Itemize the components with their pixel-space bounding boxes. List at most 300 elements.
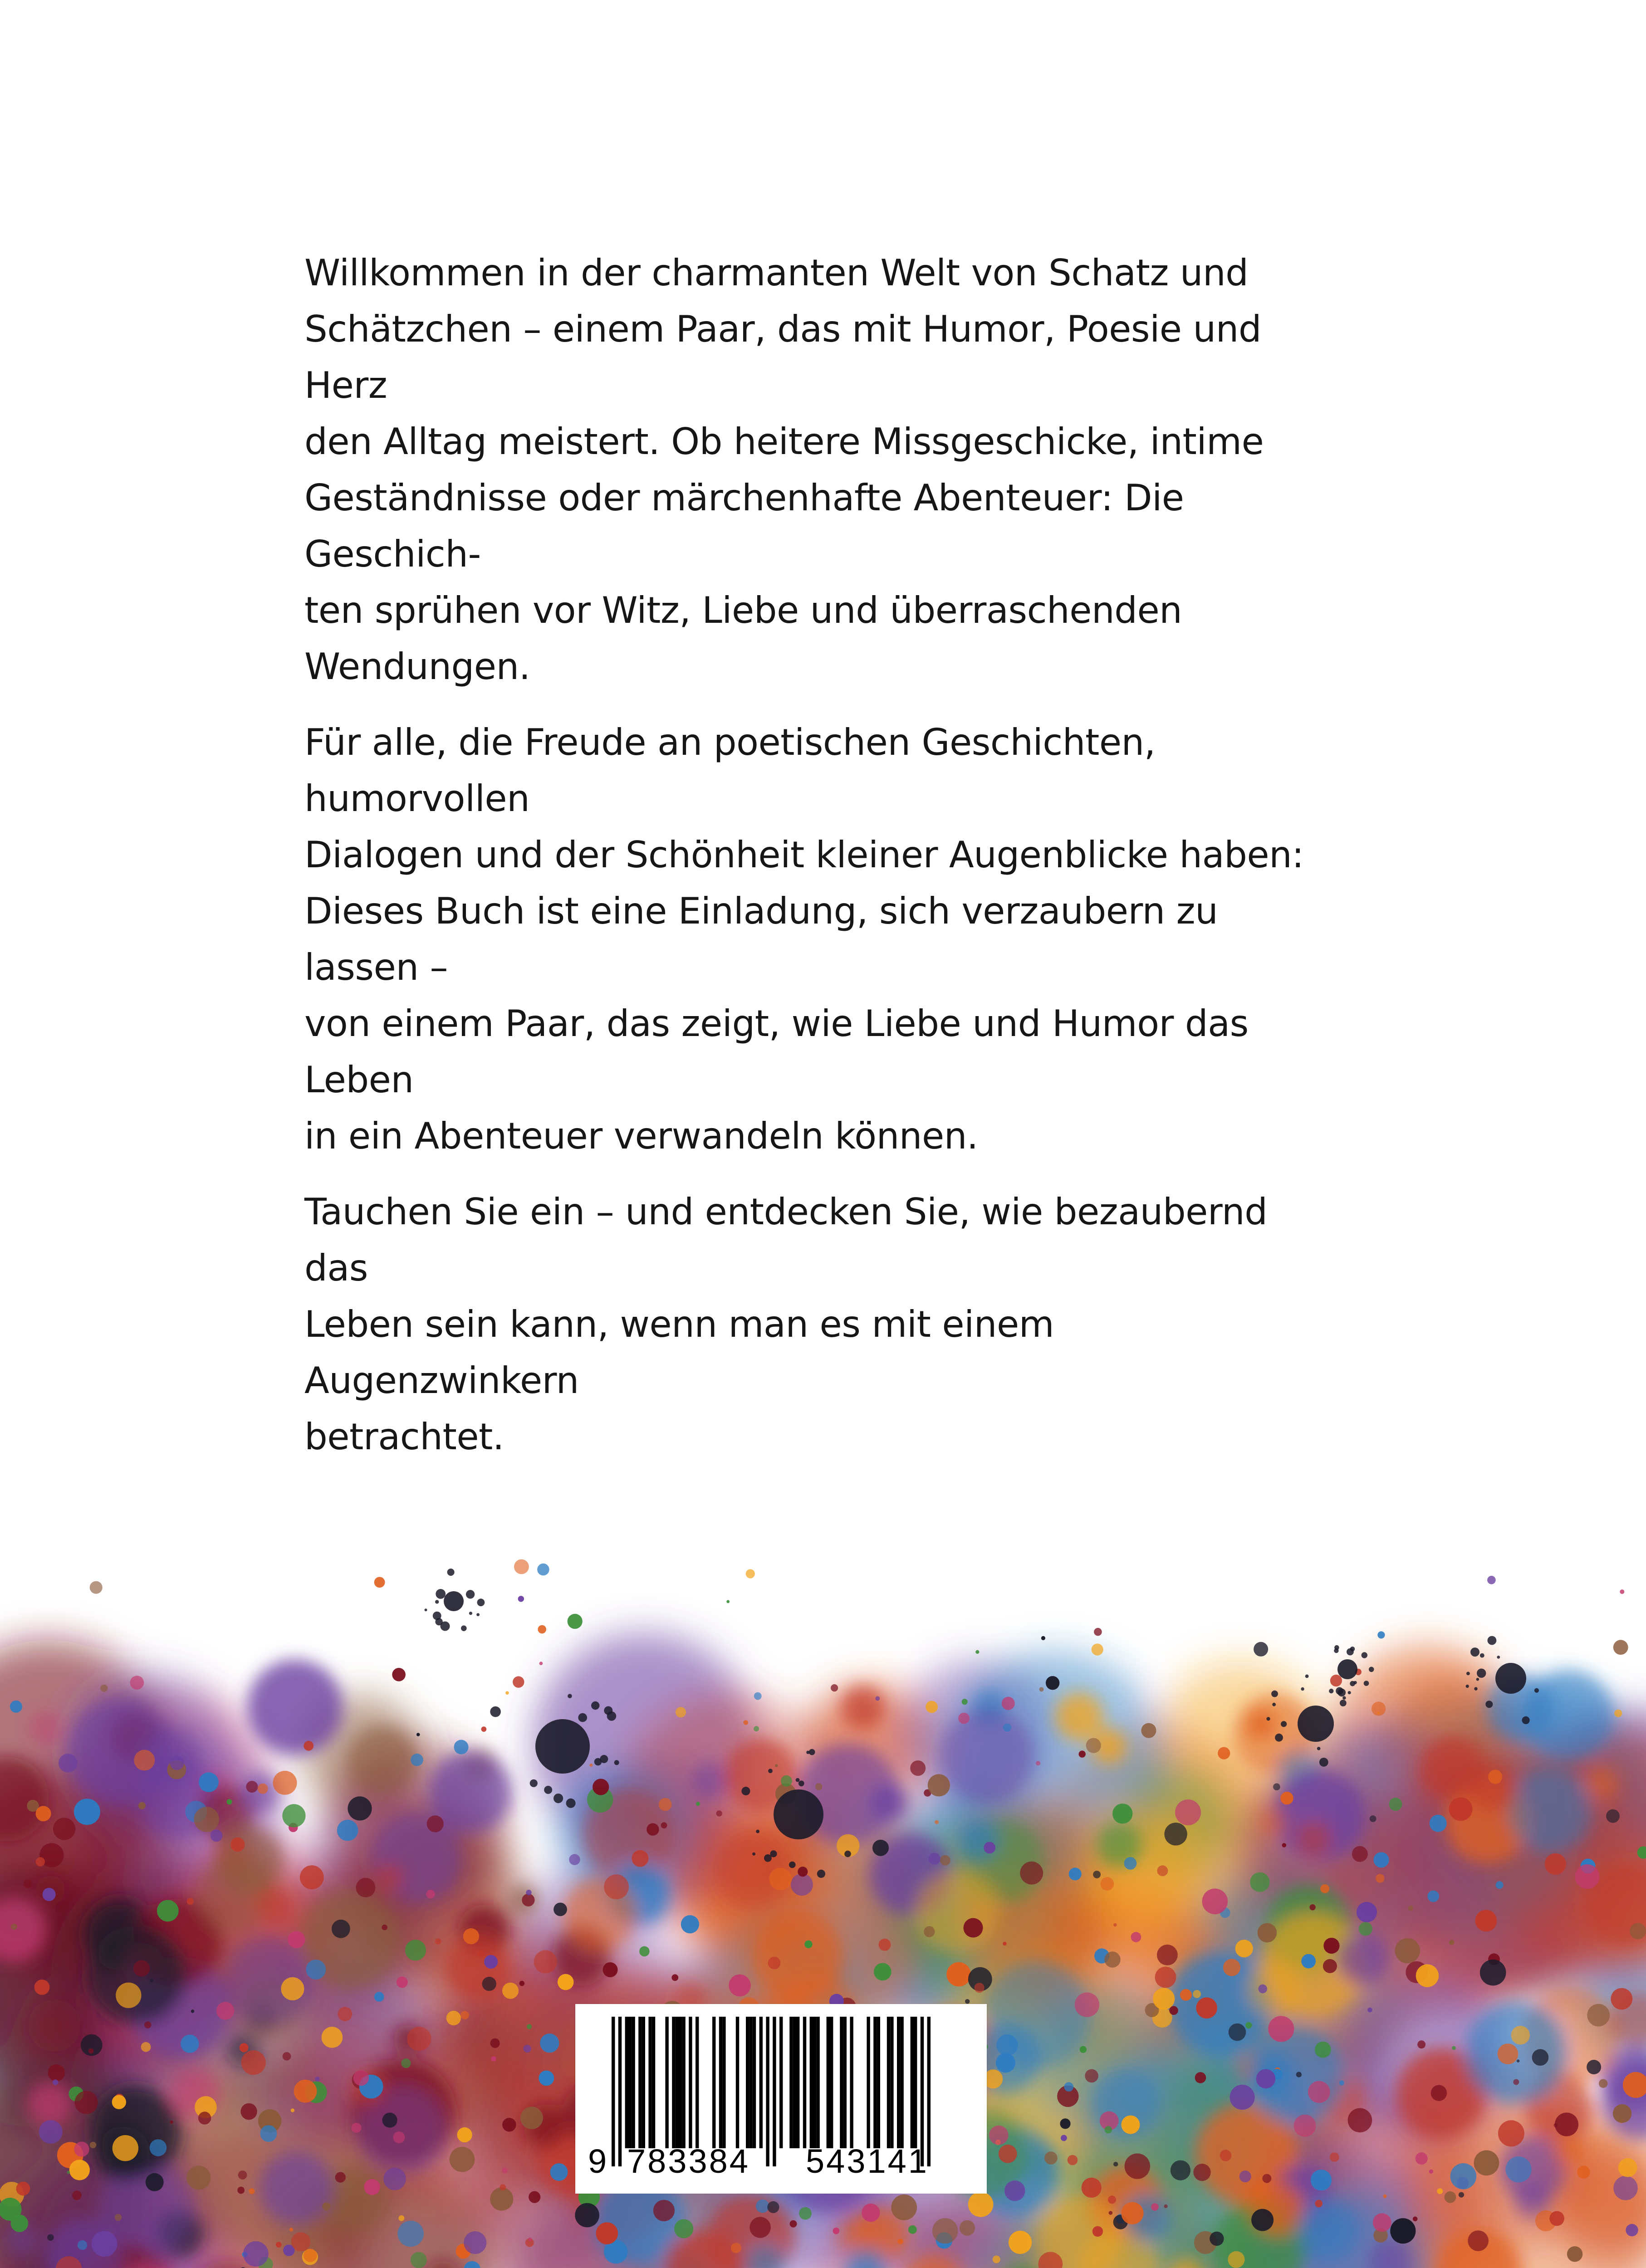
paint-splash	[1372, 1701, 1386, 1716]
paint-splash	[134, 1750, 155, 1771]
barcode-bar	[779, 2017, 783, 2148]
paint-splash	[1113, 1923, 1117, 1927]
paint-splash	[891, 2195, 917, 2220]
paint-splash	[806, 1751, 809, 1754]
paint-splash	[392, 1668, 406, 1681]
barcode-bar	[638, 2017, 642, 2148]
paint-splash	[238, 2170, 247, 2180]
paint-splash	[1362, 1652, 1367, 1658]
paint-splash	[1180, 1989, 1192, 2001]
paint-splash	[399, 2215, 405, 2221]
paint-splash	[1350, 1681, 1355, 1686]
paint-splash	[291, 2232, 310, 2251]
paint-splash	[1281, 1721, 1287, 1727]
blurb-paragraph-3: Tauchen Sie ein – und entdecken Sie, wie bezaubernd das Leben sein kann, wenn man es mit einem Augenzwinkern betrachtet.	[304, 1191, 1268, 1458]
paint-splash	[968, 2192, 994, 2217]
paint-splash	[464, 2231, 486, 2254]
barcode-bar	[890, 2017, 893, 2148]
paint-splash	[522, 1894, 534, 1906]
paint-splash	[604, 1874, 629, 1899]
barcode-bar	[665, 2017, 668, 2148]
paint-splash	[989, 2126, 1009, 2145]
barcode-bar	[830, 2017, 833, 2148]
paint-splash	[1352, 1846, 1368, 1862]
paint-splash	[554, 1794, 563, 1803]
paint-splash	[1220, 2150, 1232, 2161]
paint-splash	[1416, 2152, 1428, 2165]
paint-splash	[1487, 1576, 1496, 1584]
paint-splash	[566, 1799, 576, 1808]
paint-splash	[1459, 2192, 1464, 2198]
paint-splash	[1273, 1783, 1280, 1790]
barcode-bar	[672, 2017, 675, 2148]
paint-splash	[138, 1802, 146, 1809]
paint-splash	[1445, 2191, 1456, 2203]
paint-splash	[446, 1935, 510, 2000]
paint-splash	[1470, 1647, 1479, 1657]
barcode-bar	[696, 2017, 699, 2148]
paint-splash	[841, 1686, 885, 1730]
paint-splash	[294, 2080, 317, 2103]
paint-splash	[416, 1733, 420, 1736]
paint-splash	[752, 1910, 844, 2003]
paint-splash	[100, 1685, 108, 1692]
paint-splash	[1275, 1734, 1283, 1742]
paint-splash	[1373, 2213, 1391, 2232]
paint-splash	[537, 1564, 549, 1576]
paint-splash	[1061, 2135, 1067, 2141]
paint-splash	[1377, 1631, 1385, 1638]
paint-splash	[116, 1983, 141, 2008]
paint-splash	[383, 2168, 406, 2190]
paint-splash	[530, 1779, 538, 1787]
paint-splash	[288, 1931, 305, 1948]
paint-splash	[1480, 1960, 1506, 1986]
paint-splash	[1036, 1761, 1040, 1765]
paint-splash	[1611, 1988, 1632, 2010]
paint-splash	[237, 2187, 245, 2194]
paint-splash	[1086, 1738, 1101, 1753]
barcode-bar	[843, 2017, 847, 2148]
paint-splash	[48, 2064, 65, 2082]
paint-splash	[1124, 1857, 1137, 1870]
paint-splash	[240, 2103, 257, 2120]
paint-splash	[1223, 1959, 1240, 1976]
barcode-bar	[722, 2017, 725, 2148]
paint-splash	[1009, 2231, 1032, 2254]
barcode-bar	[676, 2017, 679, 2148]
paint-splash	[798, 1867, 808, 1877]
paint-splash	[1449, 1797, 1473, 1821]
paint-splash	[1004, 2180, 1025, 2201]
paint-splash	[457, 2127, 472, 2142]
paint-splash	[754, 1726, 759, 1731]
paint-splash	[1466, 1685, 1469, 1688]
paint-splash	[1309, 1904, 1315, 1910]
paint-splash	[170, 1756, 184, 1770]
paint-splash	[568, 1614, 583, 1629]
paint-splash	[259, 2151, 333, 2225]
paint-splash	[247, 1659, 343, 1755]
paint-splash	[965, 1999, 970, 2004]
paint-splash	[1060, 2118, 1070, 2129]
paint-splash	[484, 1955, 498, 1969]
paint-splash	[454, 1740, 469, 1755]
paint-splash	[348, 1796, 372, 1820]
paint-splash	[774, 1789, 823, 1839]
paint-splash	[653, 2200, 675, 2221]
paint-splash	[1452, 2046, 1456, 2050]
barcode-bar	[873, 2017, 877, 2148]
paint-splash	[425, 1608, 427, 1611]
barcode-digits-left: 783384	[627, 2142, 750, 2180]
paint-splash	[750, 2217, 770, 2238]
paint-splash	[518, 1596, 524, 1602]
paint-splash	[393, 2131, 405, 2143]
paint-splash	[770, 1850, 777, 1857]
paint-splash	[600, 1755, 608, 1763]
paint-splash	[1630, 1923, 1646, 1939]
paint-splash	[1369, 1667, 1374, 1672]
paint-splash	[1450, 2163, 1477, 2190]
paint-splash	[1431, 2085, 1447, 2101]
paint-splash	[53, 2079, 58, 2085]
barcode-bar	[759, 2017, 763, 2148]
paint-splash	[674, 2219, 693, 2238]
paint-splash	[775, 1764, 778, 1767]
paint-splash	[962, 1699, 968, 1705]
paint-splash	[607, 1711, 617, 1721]
paint-splash	[1157, 1865, 1168, 1876]
paint-splash	[481, 1726, 487, 1732]
paint-splash	[940, 1709, 1034, 1804]
paint-splash	[1429, 2170, 1433, 2174]
paint-splash	[1523, 1670, 1613, 1760]
paint-splash	[11, 1924, 17, 1930]
paint-splash	[1437, 2188, 1443, 2194]
paint-splash	[74, 2141, 89, 2156]
paint-splash	[929, 1853, 941, 1865]
paint-splash	[74, 1799, 100, 1825]
paint-splash	[729, 1975, 751, 1997]
paint-splash	[10, 1701, 22, 1713]
paint-splash	[1545, 1853, 1566, 1875]
barcode-bar	[712, 2017, 715, 2148]
paint-splash	[1330, 2152, 1339, 2162]
back-cover-blurb	[304, 245, 1330, 1485]
paint-splash	[1020, 1862, 1043, 1885]
paint-splash	[659, 1798, 672, 1811]
paint-splash	[1080, 1807, 1204, 1931]
paint-splash	[935, 1820, 939, 1824]
paint-splash	[1413, 2217, 1418, 2222]
paint-splash	[1109, 2211, 1113, 2215]
paint-splash	[1613, 1640, 1628, 1655]
paint-splash	[915, 1870, 999, 1954]
isbn-barcode	[575, 2004, 987, 2194]
paint-splash	[198, 2112, 211, 2124]
paint-splash	[1229, 2024, 1246, 2041]
paint-splash	[282, 1804, 305, 1827]
paint-splash	[535, 1719, 590, 1774]
paint-splash	[1250, 1872, 1269, 1892]
paint-splash	[959, 1820, 999, 1860]
paint-splash	[1254, 1642, 1268, 1657]
paint-splash	[364, 2179, 380, 2195]
paint-splash	[1151, 2203, 1159, 2211]
paint-splash	[36, 1806, 51, 1821]
paint-splash	[1262, 2174, 1271, 2183]
paint-splash	[1297, 2199, 1359, 2262]
paint-splash	[870, 1784, 908, 1822]
paint-splash	[1466, 1672, 1470, 1676]
paint-splash	[603, 1962, 618, 1977]
paint-splash	[1280, 1792, 1293, 1804]
paint-splash	[756, 2200, 769, 2213]
paint-splash	[1427, 1891, 1439, 1902]
paint-splash	[1068, 2155, 1078, 2165]
paint-splash	[1121, 2116, 1140, 2134]
paint-splash	[353, 2070, 369, 2086]
paint-splash	[1105, 2126, 1112, 2133]
paint-splash	[1383, 2195, 1387, 2198]
paint-splash	[1235, 1940, 1253, 1957]
paint-splash	[769, 1868, 792, 1891]
barcode-digit-first: 9	[588, 2142, 607, 2180]
paint-splash	[1330, 1675, 1342, 1686]
paint-splash	[1613, 2104, 1631, 2123]
paint-splash	[1549, 2211, 1564, 2226]
paint-splash	[1075, 1992, 1099, 2017]
barcode-bar	[652, 2017, 655, 2148]
paint-splash	[1294, 2115, 1316, 2137]
paint-splash	[1522, 1716, 1530, 1724]
paint-splash	[1485, 1701, 1493, 1708]
paint-splash	[230, 1838, 245, 1852]
paint-splash	[975, 1650, 979, 1654]
paint-splash	[529, 2191, 540, 2203]
paint-splash	[1370, 1815, 1377, 1822]
paint-splash	[1315, 2042, 1331, 2058]
barcode-bar	[810, 2017, 813, 2148]
paint-splash	[356, 1878, 375, 1897]
barcode-bar	[719, 2017, 722, 2148]
paint-splash	[1497, 1656, 1500, 1659]
paint-splash	[960, 2220, 975, 2236]
paint-splash	[1171, 2160, 1190, 2180]
paint-splash	[716, 1810, 722, 1816]
paint-splash	[1164, 2204, 1168, 2208]
paint-splash	[1155, 1967, 1176, 1988]
paint-splash	[1141, 1723, 1156, 1738]
paint-splash	[817, 1870, 825, 1878]
paint-splash	[255, 1887, 290, 1922]
paint-splash	[550, 2163, 568, 2181]
paint-splash	[112, 2095, 126, 2109]
paint-splash	[523, 2045, 531, 2053]
paint-splash	[1319, 1758, 1328, 1767]
paint-splash	[1193, 1990, 1201, 1998]
paint-splash	[790, 2220, 797, 2228]
paint-splash	[1587, 2060, 1601, 2074]
paint-splash	[34, 1980, 50, 1995]
paint-splash	[661, 1822, 667, 1828]
paint-splash	[534, 1950, 557, 1973]
barcode-bar	[813, 2017, 816, 2148]
paint-splash	[1301, 1954, 1316, 1969]
barcode-bar	[887, 2017, 890, 2148]
paint-splash	[1093, 1871, 1101, 1878]
paint-splash	[879, 1939, 891, 1951]
paint-splash	[754, 1692, 762, 1700]
paint-splash	[505, 1691, 509, 1695]
paint-splash	[528, 2238, 532, 2241]
paint-splash	[43, 1888, 56, 1901]
paint-splash	[1315, 2200, 1323, 2208]
paint-splash	[874, 1963, 892, 1981]
paint-splash	[538, 1625, 546, 1634]
paint-splash	[216, 2002, 235, 2020]
paint-splash	[1498, 2043, 1519, 2064]
paint-splash	[466, 1590, 475, 1598]
paint-splash	[647, 1823, 659, 1835]
paint-splash	[374, 1577, 385, 1588]
paint-splash	[1511, 2026, 1530, 2044]
paint-splash	[1092, 2226, 1103, 2237]
paint-splash	[781, 1775, 792, 1787]
paint-splash	[115, 2214, 122, 2221]
paint-splash	[194, 1807, 219, 1832]
paint-splash	[815, 1783, 823, 1790]
paint-splash	[447, 1569, 455, 1576]
paint-splash	[1348, 1691, 1351, 1694]
barcode-bar	[796, 2017, 799, 2148]
paint-splash	[1618, 2158, 1637, 2177]
paint-splash	[946, 1962, 971, 1987]
paint-splash	[227, 1799, 232, 1804]
paint-splash	[281, 1977, 304, 2000]
paint-splash	[1390, 2218, 1416, 2244]
paint-splash	[1575, 1864, 1599, 1889]
paint-splash	[1094, 1628, 1102, 1636]
paint-splash	[490, 1706, 501, 1717]
barcode-bar	[736, 2017, 739, 2148]
paint-splash	[337, 1820, 358, 1841]
paint-splash	[928, 1774, 950, 1796]
paint-splash	[376, 1864, 403, 1892]
paint-splash	[1376, 1874, 1385, 1883]
paint-splash	[1329, 1689, 1333, 1693]
paint-splash	[752, 1853, 755, 1856]
paint-splash	[446, 2011, 461, 2025]
paint-splash	[47, 2234, 54, 2241]
paint-splash	[799, 1780, 804, 1786]
paint-splash	[596, 2222, 618, 2244]
paint-splash	[1468, 2230, 1489, 2251]
paint-splash	[996, 2053, 1015, 2072]
paint-splash	[767, 2201, 779, 2213]
paint-splash	[170, 2121, 173, 2124]
paint-splash	[246, 1781, 258, 1793]
paint-splash	[1041, 1636, 1045, 1640]
paint-splash	[789, 1862, 796, 1868]
barcode-digits-right: 543141	[806, 2142, 929, 2180]
paint-splash	[1003, 1724, 1011, 1732]
paint-splash	[1195, 2072, 1206, 2083]
paint-splash	[374, 1992, 384, 2002]
paint-splash	[150, 1979, 153, 1983]
paint-splash	[1395, 1938, 1420, 1963]
paint-splash	[671, 1974, 678, 1981]
paint-splash	[940, 1855, 950, 1866]
paint-splash	[910, 1760, 926, 1776]
paint-splash	[502, 2167, 508, 2173]
paint-splash	[144, 2021, 151, 2028]
paint-splash	[1245, 2022, 1252, 2028]
paint-splash	[1417, 2040, 1426, 2048]
paint-splash	[1449, 1940, 1454, 1945]
paint-splash	[24, 1879, 32, 1888]
paint-splash	[477, 1598, 485, 1606]
paint-splash	[1228, 2251, 1244, 2268]
paint-splash	[1389, 1798, 1402, 1811]
paint-splash	[476, 1613, 480, 1616]
paint-splash	[862, 2204, 880, 2222]
paint-splash	[1256, 2069, 1276, 2089]
barcode-bar	[827, 2017, 830, 2148]
paint-splash	[1342, 1696, 1346, 1700]
paint-splash	[322, 2202, 330, 2210]
paint-splash	[289, 2228, 293, 2231]
paint-splash	[1271, 1691, 1278, 1697]
paint-splash	[500, 2184, 506, 2190]
paint-splash	[1258, 1923, 1277, 1943]
paint-splash	[1320, 1884, 1329, 1893]
paint-splash	[1614, 1710, 1622, 1717]
paint-splash	[463, 1928, 479, 1944]
paint-splash	[1055, 1692, 1103, 1741]
paint-splash	[1308, 2081, 1330, 2103]
paint-splash	[1350, 1647, 1355, 1652]
paint-splash	[554, 1903, 567, 1916]
paint-splash	[1337, 1934, 1388, 1985]
paint-splash	[426, 1890, 435, 1898]
paint-splash	[460, 2011, 469, 2019]
paint-splash	[1295, 1821, 1332, 1857]
paint-splash	[211, 1829, 223, 1842]
paint-splash	[241, 2050, 266, 2075]
paint-splash	[1505, 2156, 1531, 2182]
paint-splash	[1474, 1687, 1477, 1690]
barcode-bar	[900, 2017, 903, 2148]
paint-splash	[1266, 1717, 1270, 1721]
paint-splash	[1513, 2079, 1519, 2085]
paint-splash	[558, 1974, 574, 1990]
paint-splash	[491, 2056, 496, 2062]
barcode-bar	[867, 2017, 870, 2148]
paint-splash	[1534, 1688, 1539, 1693]
paint-splash	[746, 1569, 755, 1578]
paint-splash	[1082, 2178, 1102, 2198]
paint-splash	[593, 1779, 609, 1795]
paint-splash	[482, 1977, 496, 1991]
paint-splash	[1532, 2049, 1549, 2066]
paint-splash	[1002, 1697, 1015, 1710]
barcode-bar	[689, 2017, 692, 2148]
paint-splash	[1507, 1768, 1593, 1853]
paint-splash	[520, 2107, 543, 2129]
paint-splash	[88, 2048, 94, 2054]
